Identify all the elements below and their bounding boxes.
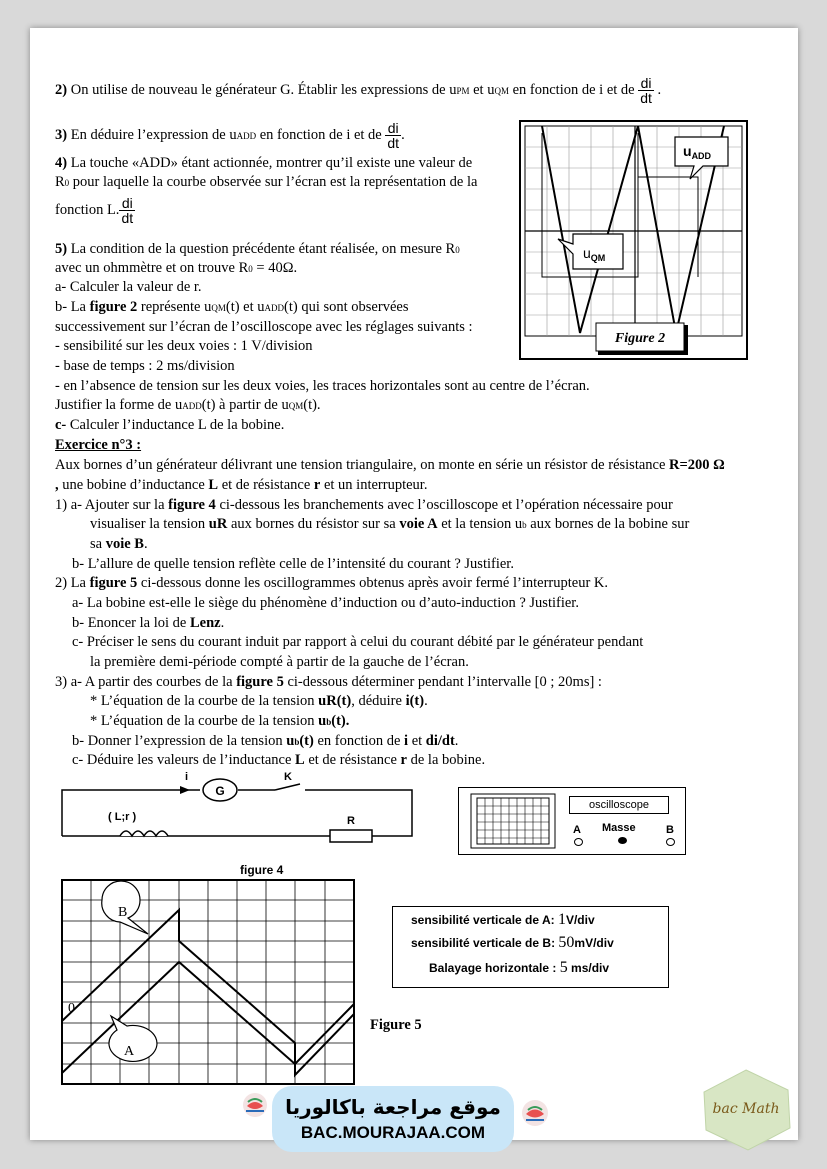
label-b: B xyxy=(118,905,128,920)
fraction-di-dt: $\frac{di}{dt}$ xyxy=(121,195,134,226)
question-5b-line5: - en l’absence de tension sur les deux voies, les traces horizontales sont au centre de l’écran. xyxy=(55,378,590,394)
badge-text: bac Math xyxy=(712,1101,780,1117)
sweep-rate: Balayage horizontale : 5 ms/div xyxy=(429,959,610,976)
channel-a-terminal[interactable] xyxy=(574,838,583,846)
right-logo-icon xyxy=(520,1098,550,1128)
ex3-q2b: b- Enoncer la loi de Lenz. xyxy=(72,615,225,631)
figure-4-caption: figure 4 xyxy=(240,863,284,877)
question-5b-line4: - base de temps : 2 ms/division xyxy=(55,358,235,374)
figure-2-oscillogram xyxy=(518,119,749,363)
origin-label: 0 xyxy=(68,1001,75,1016)
bac-math-badge xyxy=(698,1068,794,1152)
question-5a: a- Calculer la valeur de r. xyxy=(55,279,202,295)
question-5b-line1: b- La figure 2 représente uQM(t) et uADD(t) qui sont observées xyxy=(55,299,409,315)
ex3-q2: 2) La figure 5 ci-dessous donne les oscillogrammes obtenus après avoir fermé l’interrupteur K. xyxy=(55,575,608,591)
settings-box xyxy=(392,906,669,988)
ex3-q1a-line3: sa voie B. xyxy=(90,536,148,552)
channel-b-label: B xyxy=(666,824,674,836)
question-2: 2) On utilise de nouveau le générateur G. Établir les expressions de uPM et uQM en fonction de i et de $\frac{di}{dt}$ . xyxy=(55,75,662,106)
exercise-3-intro-line2: , une bobine d’inductance L et de résistance r et un interrupteur. xyxy=(55,477,428,493)
fraction-di-dt: $\frac{di}{dt}$ xyxy=(640,75,652,106)
question-4-line3: fonction L. $\frac{di}{dt}$ xyxy=(55,195,134,226)
figure-5-caption: Figure 5 xyxy=(370,1017,422,1033)
resistor-label: R xyxy=(347,815,355,827)
label-a: A xyxy=(124,1044,135,1059)
channel-b-terminal[interactable] xyxy=(666,838,675,846)
exercise-3-title: Exercice n°3 : xyxy=(55,437,142,453)
question-5b-line3: - sensibilité sur les deux voies : 1 V/division xyxy=(55,338,313,354)
resistor-symbol xyxy=(330,830,372,842)
sensitivity-a: sensibilité verticale de A: 1V/div xyxy=(411,911,595,928)
question-3: 3) En déduire l’expression de uADD en fonction de i et de $\frac{di}{dt}$ . xyxy=(55,120,405,151)
ex3-q1a-line1: 1) a- Ajouter sur la figure 4 ci-dessous les branchements avec l’oscilloscope et l’opération nécessaire pour xyxy=(55,497,673,513)
left-logo-icon xyxy=(242,1090,264,1116)
generator-label: G xyxy=(215,784,225,798)
question-4-line2: R0 pour laquelle la courbe observée sur l’écran est la représentation de la xyxy=(55,174,478,190)
label-uqm: $u_{QM}$ xyxy=(583,245,606,263)
oscilloscope-title: oscilloscope xyxy=(569,796,669,814)
exercise-3-intro-line1: Aux bornes d’un générateur délivrant une tension triangulaire, on monte en série un résistor de résistance R=200 Ω xyxy=(55,457,725,473)
current-label: i xyxy=(185,771,189,783)
label-uadd: $u_{ADD}$ xyxy=(683,143,712,161)
ex3-q2c-line1: c- Préciser le sens du courant induit par rapport à celui du courant débité par le générateur pendant xyxy=(72,634,644,650)
question-5c: c- Calculer l’inductance L de la bobine. xyxy=(55,417,285,433)
question-5-line2: avec un ohmmètre et on trouve R0 = 40Ω. xyxy=(55,260,298,276)
ex3-q1a-line2: visualiser la tension uR aux bornes du résistor sur sa voie A et la tension ub aux bornes de la bobine sur xyxy=(90,516,690,532)
ex3-q3a-item2: * L’équation de la courbe de la tension ub(t). xyxy=(90,713,350,729)
site-banner[interactable] xyxy=(272,1086,514,1152)
ex3-q3a-item1: * L’équation de la courbe de la tension uR(t), déduire i(t). xyxy=(90,693,428,709)
ex3-q2c-line2: la première demi-période compté à partir de la gauche de l’écran. xyxy=(90,654,469,670)
switch-label: K xyxy=(284,771,292,783)
ground-label: Masse xyxy=(602,822,636,834)
inductor-label: ( L;r ) xyxy=(108,811,137,823)
channel-a-label: A xyxy=(573,824,581,836)
circuit-diagram xyxy=(60,770,420,840)
inductor-symbol xyxy=(120,831,168,836)
question-5-line1: 5) La condition de la question précédente étant réalisée, on mesure R0 xyxy=(55,241,460,257)
ex3-q3c: c- Déduire les valeurs de l’inductance L et de résistance r de la bobine. xyxy=(72,752,486,768)
question-5b-line6: Justifier la forme de uADD(t) à partir de uQM(t). xyxy=(55,397,321,413)
ex3-q2a: a- La bobine est-elle le siège du phénomène d’induction ou d’auto-induction ? Justifier. xyxy=(72,595,579,611)
question-5b-line2: successivement sur l’écran de l’oscilloscope avec les réglages suivants : xyxy=(55,319,473,335)
ex3-q1b: b- L’allure de quelle tension reflète celle de l’intensité du courant ? Justifier. xyxy=(72,556,514,572)
ex3-q3b: b- Donner l’expression de la tension ub(t) en fonction de i et di/dt. xyxy=(72,733,459,749)
sensitivity-b: sensibilité verticale de B: 50mV/div xyxy=(411,934,614,951)
site-url[interactable]: BAC.MOURAJAA.COM xyxy=(300,1123,486,1142)
ground-terminal[interactable] xyxy=(618,837,627,844)
figure-2-caption: Figure 2 xyxy=(614,331,666,346)
question-4-line1: 4) La touche «ADD» étant actionnée, montrer qu’il existe une valeur de xyxy=(55,155,473,171)
fraction-di-dt: $\frac{di}{dt}$ xyxy=(387,120,400,151)
figure-5-oscillogram xyxy=(62,880,358,1086)
oscilloscope-screen xyxy=(471,794,555,848)
site-name-arabic: موقع مراجعة باكالوريا xyxy=(285,1095,501,1119)
oscilloscope-panel xyxy=(458,787,686,855)
ex3-q3a: 3) a- A partir des courbes de la figure 5 ci-dessous déterminer pendant l’intervalle [0 ; 20ms] : xyxy=(55,674,602,690)
